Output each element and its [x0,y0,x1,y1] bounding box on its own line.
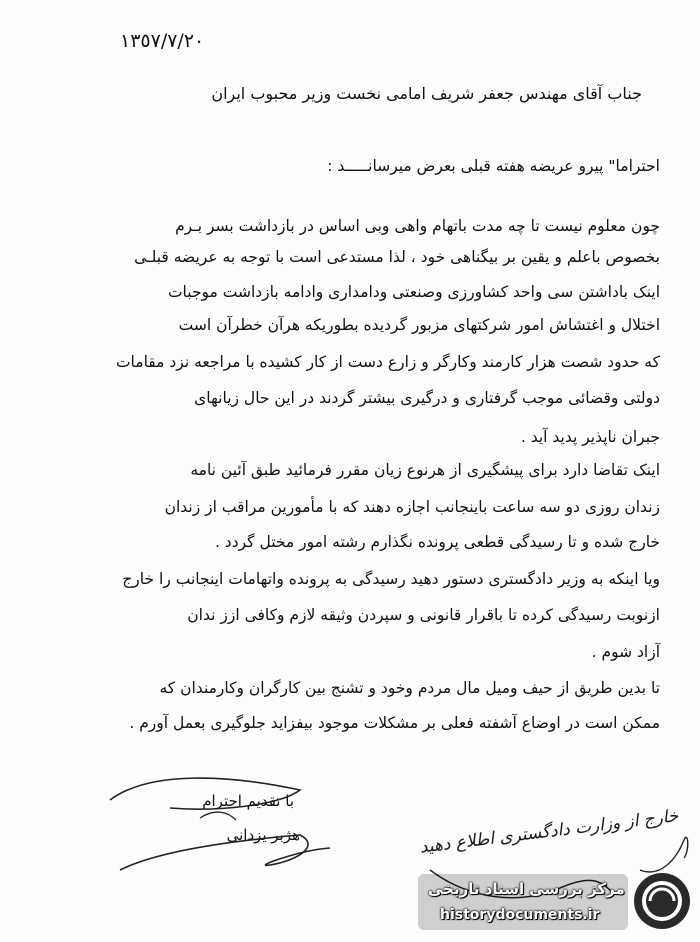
letter-line: ویا اینکه به وزیر دادگستری دستور دهید رسیدگی به پرونده واتهامات اینجانب را خارج [122,570,660,588]
letter-line: جبران ناپذیر پدید آید . [520,428,660,446]
letter-line: اینک باداشتن سی واحد کشاورزی وصنعتی ودامداری وادامه بازداشت موجبات [167,283,660,301]
signature-flourish-icon [200,812,236,820]
letter-line: دولتی وقضائی موجب گرفتاری و درگیری بیشتر گردند در این حال زیانهای [194,389,660,407]
letter-line: بخصوص باعلم و یقین بر بیگناهی خود ، لذا مستدعی است با توجه به عریضه قبلـی [134,248,660,266]
letter-line: اینک تقاضا دارد برای پیشگیری از هرنوع زیان مقرر فرمائید طبق آئین نامه [190,461,660,479]
signature-scribble-icon [120,835,330,870]
letter-line: احتراما" پیرو عریضه هفته قبلی بعرض میرسانـــــد : [327,157,660,175]
watermark-logo [418,868,694,934]
note-tail-icon [640,837,688,872]
watermark-title: مرکز بررسی اسناد تاریخی [428,880,625,898]
letter-line: که حدود شصت هزار کارمند وکارگر و زارع دست از کار کشیده با مراجعه نزد مقامات [115,353,660,371]
letter-line: ممکن است در اوضاع آشفته فعلی بر مشکلات موجود بیفزاید جلوگیری بعمل آورم . [129,714,660,732]
letter-line: خارج شده و تا رسیدگی قطعی پرونده نگذارم رشته امور مختل گردد . [214,533,660,551]
closing-phrase: با تقدیم احترام [202,792,294,810]
letter-line: ازنوبت رسیدگی کرده تا باقرار قانونی و سپردن وثیقه لازم وکافی ازز ندان [187,606,660,624]
watermark-url[interactable]: historydocuments.ir [440,907,600,923]
signature-loop-icon [110,778,300,809]
letter-date: ١٣٥٧/٧/٢٠ [120,30,205,52]
handwritten-note: خارج از وزارت دادگستری اطلاع دهید [418,806,680,858]
letter-line: اختلال و اغتشاش امور شرکتهای مزبور گردیده بطوریکه هرآن خطرآن است [178,316,660,334]
letter-salutation: جناب آقای مهندس جعفر شریف امامی نخست وزیر محبوب ایران [211,84,642,103]
letter-line: چون معلوم نیست تا چه مدت باتهام واهی وبی اساس در بازداشت بسر بـرم [175,217,660,235]
letter-line: تا بدین طریق از حیف ومیل مال مردم وخود و تشنج بین کارگران وکارمندان که [159,679,660,697]
letter-line: آزاد شوم . [591,643,660,661]
letter-line: زندان روزی دو سه ساعت باینجانب اجازه دهند که با مأمورین مراقب از زندان [164,498,660,516]
sender-name: هژبر یزدانی [226,826,300,844]
